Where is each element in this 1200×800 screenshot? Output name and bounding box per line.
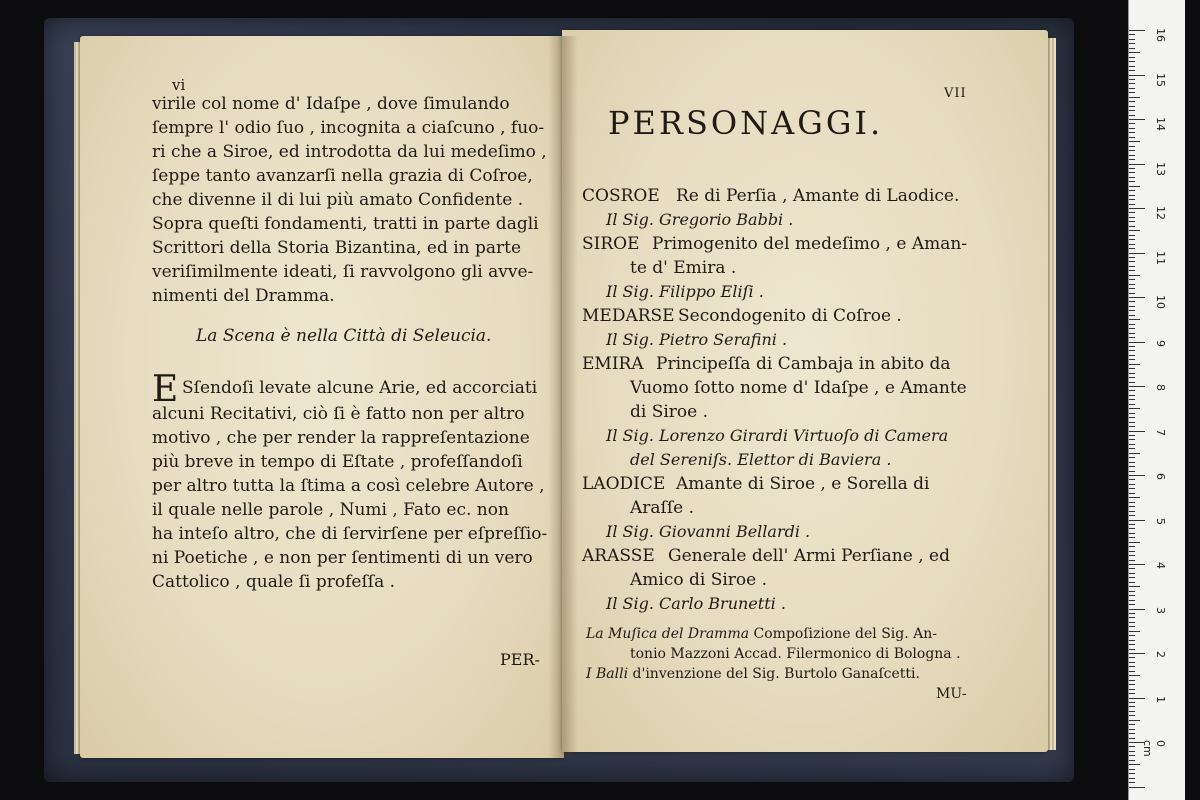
ruler-tick [1129, 346, 1135, 347]
character-name: SIROE [582, 234, 640, 254]
ruler-tick [1129, 293, 1135, 294]
character-desc: te d' Emira . [630, 258, 737, 278]
character-desc: Principeſſa di Cambaja in abito da [656, 354, 951, 374]
ruler-tick [1129, 306, 1135, 307]
ruler-tick [1129, 75, 1145, 76]
ruler-tick [1129, 146, 1135, 147]
ruler-tick [1129, 787, 1145, 788]
ruler-number: 6 [1154, 473, 1167, 480]
ruler-tick [1129, 444, 1135, 445]
character-desc: Amico di Siroe . [630, 570, 768, 590]
text-line: Sſendoſi levate alcune Arie, ed accorciati [182, 378, 538, 398]
ruler-tick [1129, 528, 1135, 529]
ruler-tick [1129, 119, 1145, 120]
ruler-tick [1129, 221, 1135, 222]
ruler-tick [1129, 760, 1135, 761]
ruler-tick [1129, 413, 1135, 414]
musica-credit [586, 626, 937, 642]
ruler-tick [1129, 266, 1135, 267]
character-desc: Araſſe . [630, 498, 694, 518]
character-desc: Amante di Siroe , e Sorella di [676, 474, 930, 494]
text-line: più breve in tempo di Eſtate , profeſſandoſi [152, 452, 523, 472]
ruler-tick [1129, 310, 1135, 311]
ruler-tick [1129, 524, 1135, 525]
ruler-tick [1129, 328, 1135, 329]
ruler-tick [1129, 462, 1135, 463]
ruler-tick [1129, 128, 1135, 129]
measurement-ruler [1128, 0, 1185, 800]
text-line: ri che a Siroe, ed introdotta da lui medeſimo , [152, 142, 547, 162]
ruler-tick [1129, 506, 1135, 507]
ruler-tick [1129, 631, 1140, 632]
character-name: EMIRA [582, 354, 644, 374]
ruler-tick [1129, 355, 1135, 356]
right-page [562, 30, 1048, 752]
ruler-tick [1129, 551, 1135, 552]
ruler-tick [1129, 764, 1140, 765]
text-line: virile col nome d' Idaſpe , dove ſimulando [152, 94, 510, 114]
ruler-tick [1129, 511, 1135, 512]
ruler-tick [1129, 235, 1135, 236]
text-line: Cattolico , quale ſi profeſſa . [152, 572, 396, 592]
ruler-tick [1129, 155, 1135, 156]
ruler-tick [1129, 190, 1135, 191]
ruler-tick [1129, 746, 1135, 747]
ruler-tick [1129, 706, 1135, 707]
ruler-tick [1129, 168, 1135, 169]
actor-line: Il Sig. Gregorio Babbi . [606, 210, 794, 229]
ruler-tick [1129, 546, 1135, 547]
text-line: Scrittori della Storia Bizantina, ed in parte [152, 238, 522, 258]
musica-text-2: tonio Mazzoni Accad. Filermonico di Bologna . [630, 646, 961, 662]
ruler-tick [1129, 217, 1135, 218]
ruler-tick [1129, 30, 1145, 31]
ruler-tick [1129, 693, 1135, 694]
ruler-tick [1129, 426, 1135, 427]
ruler-tick [1129, 364, 1140, 365]
ruler-tick [1129, 560, 1135, 561]
ruler-tick [1129, 555, 1135, 556]
drop-cap: E [152, 369, 179, 410]
ruler-number: 8 [1154, 384, 1167, 391]
ruler-tick [1129, 417, 1135, 418]
ruler-tick [1129, 257, 1135, 258]
ruler-tick [1129, 702, 1135, 703]
ruler-tick [1129, 755, 1135, 756]
ruler-number: 0 cm [1141, 740, 1167, 757]
ruler-tick [1129, 479, 1135, 480]
text-line: veriſimilmente ideati, ſi ravvolgono gli avve- [152, 262, 534, 282]
ruler-tick [1129, 475, 1145, 476]
character-name: ARASSE [582, 546, 655, 566]
musica-label: La Muſica del Dramma [586, 626, 750, 642]
character-name: MEDARSE [582, 306, 675, 326]
ruler-tick [1129, 635, 1135, 636]
ruler-tick [1129, 324, 1135, 325]
balli-text: d'invenzione del Sig. Burtolo Ganaſcetti. [632, 666, 920, 682]
ruler-tick [1129, 782, 1135, 783]
ruler-number: 15 [1154, 72, 1167, 87]
ruler-tick [1129, 52, 1140, 53]
ruler-tick [1129, 649, 1135, 650]
ruler-tick [1129, 195, 1135, 196]
character-desc: Vuomo ſotto nome d' Idaſpe , e Amante [630, 378, 967, 398]
ruler-tick [1129, 502, 1135, 503]
ruler-tick [1129, 666, 1135, 667]
ruler-tick [1129, 199, 1135, 200]
ruler-tick [1129, 729, 1135, 730]
ruler-tick [1129, 301, 1135, 302]
ruler-tick [1129, 751, 1135, 752]
actor-line: del Sereniſs. Elettor di Baviera . [630, 450, 892, 469]
ruler-tick [1129, 484, 1135, 485]
ruler-tick [1129, 390, 1135, 391]
ruler-tick [1129, 671, 1135, 672]
text-line: il quale nelle parole , Numi , Fato ec. non [152, 500, 509, 520]
ruler-tick [1129, 248, 1135, 249]
page-number-right: VII [944, 86, 967, 101]
ruler-tick [1129, 253, 1145, 254]
text-line: alcuni Recitativi, ciò ſi è fatto non per altro [152, 404, 525, 424]
ruler-tick [1129, 622, 1135, 623]
ruler-tick [1129, 172, 1135, 173]
ruler-number: 1 [1154, 695, 1167, 703]
ruler-tick [1129, 564, 1145, 565]
text-line: ſempre l' odio ſuo , incognita a ciaſcuno , fuo- [152, 118, 545, 138]
ruler-tick [1129, 319, 1140, 320]
ruler-tick [1129, 261, 1135, 262]
ruler-tick [1129, 88, 1135, 89]
ruler-tick [1129, 617, 1135, 618]
ruler-tick [1129, 337, 1135, 338]
ruler-tick [1129, 453, 1140, 454]
ruler-tick [1129, 115, 1135, 116]
ruler-tick [1129, 399, 1135, 400]
ruler-tick [1129, 431, 1145, 432]
ruler-tick [1129, 159, 1135, 160]
ruler-tick [1129, 493, 1135, 494]
ruler-tick [1129, 34, 1135, 35]
ruler-number: 11 [1154, 250, 1167, 265]
ruler-tick [1129, 675, 1140, 676]
ruler-tick [1129, 662, 1135, 663]
ruler-tick [1129, 70, 1135, 71]
character-desc: Re di Perſia , Amante di Laodice. [676, 186, 960, 206]
ruler-number: 10 [1154, 295, 1167, 309]
ruler-tick [1129, 577, 1135, 578]
ruler-tick [1129, 600, 1135, 601]
ruler-tick [1129, 609, 1145, 610]
ruler-tick [1129, 315, 1135, 316]
ruler-tick [1129, 359, 1135, 360]
ruler-tick [1129, 720, 1140, 721]
ruler-tick [1129, 43, 1135, 44]
ruler-tick [1129, 435, 1135, 436]
ruler-tick [1129, 404, 1135, 405]
ruler-tick [1129, 591, 1135, 592]
ruler-number: 7 [1154, 428, 1167, 436]
ruler-tick [1129, 333, 1135, 334]
ruler-tick [1129, 537, 1135, 538]
ruler-tick [1129, 164, 1145, 165]
ruler-tick [1129, 497, 1140, 498]
ruler-tick [1129, 644, 1135, 645]
page-number-left: vi [172, 76, 186, 94]
character-desc: di Siroe . [630, 402, 709, 422]
ruler-tick [1129, 715, 1135, 716]
ruler-tick [1129, 738, 1135, 739]
left-page [80, 36, 564, 758]
scene-line: La Scena è nella Città di Seleucia. [196, 326, 492, 346]
ruler-tick [1129, 653, 1145, 654]
ruler-tick [1129, 150, 1135, 151]
ruler-tick [1129, 377, 1135, 378]
ruler-tick [1129, 542, 1140, 543]
ruler-tick [1129, 595, 1135, 596]
ruler-tick [1129, 39, 1135, 40]
actor-line: Il Sig. Giovanni Bellardi . [606, 522, 811, 541]
ruler-tick [1129, 515, 1135, 516]
ruler-tick [1129, 422, 1135, 423]
ruler-tick [1129, 244, 1135, 245]
ruler-tick [1129, 466, 1135, 467]
text-line: ni Poetiche , e non per ſentimenti di un vero [152, 548, 533, 568]
ruler-number: 16 [1154, 28, 1167, 42]
character-desc: Primogenito del medeſimo , e Aman- [652, 234, 968, 254]
ruler-tick [1129, 57, 1135, 58]
ruler-tick [1129, 684, 1135, 685]
ruler-tick [1129, 680, 1135, 681]
ruler-tick [1129, 288, 1135, 289]
ruler-tick [1129, 471, 1135, 472]
ruler-tick [1129, 61, 1135, 62]
text-line: motivo , che per render la rappreſentazione [152, 428, 530, 448]
ruler-tick [1129, 373, 1135, 374]
ruler-tick [1129, 533, 1135, 534]
ruler-tick [1129, 79, 1135, 80]
ruler-tick [1129, 439, 1135, 440]
book-gutter [548, 36, 578, 758]
ruler-tick [1129, 230, 1140, 231]
ruler-number: 9 [1154, 339, 1167, 347]
ruler-tick [1129, 137, 1135, 138]
text-line: ſeppe tanto avanzarſi nella grazia di Coſroe, [152, 166, 533, 186]
ruler-tick [1129, 92, 1135, 93]
actor-line: Il Sig. Pietro Serafini . [606, 330, 788, 349]
ruler-tick [1129, 275, 1140, 276]
page-title: PERSONAGGI. [608, 104, 884, 142]
ruler-tick [1129, 657, 1135, 658]
ruler-tick [1129, 186, 1140, 187]
character-name: LAODICE [582, 474, 666, 494]
ruler-tick [1129, 778, 1135, 779]
ruler-tick [1129, 689, 1135, 690]
ruler-tick [1129, 181, 1135, 182]
ruler-tick [1129, 110, 1135, 111]
ruler-tick [1129, 226, 1135, 227]
ruler-tick [1129, 448, 1135, 449]
ruler-tick [1129, 733, 1135, 734]
ruler-tick [1129, 101, 1135, 102]
ruler-tick [1129, 626, 1135, 627]
ruler-number: 5 [1154, 517, 1167, 525]
ruler-tick [1129, 582, 1135, 583]
ruler-tick [1129, 586, 1140, 587]
balli-credit [586, 666, 920, 682]
ruler-tick [1129, 368, 1135, 369]
musica-text: Compoſizione del Sig. An- [753, 626, 937, 642]
ruler-tick [1129, 106, 1135, 107]
ruler-tick [1129, 239, 1135, 240]
character-name: COSROE [582, 186, 660, 206]
ruler-tick [1129, 573, 1135, 574]
ruler-tick [1129, 284, 1135, 285]
ruler-tick [1129, 568, 1135, 569]
actor-line: Il Sig. Carlo Brunetti . [606, 594, 786, 613]
text-line: che divenne il di lui più amato Confidente . [152, 190, 524, 210]
ruler-tick [1129, 698, 1145, 699]
balli-label: I Balli [586, 666, 629, 682]
ruler-tick [1129, 270, 1135, 271]
ruler-tick [1129, 132, 1135, 133]
catchword-right: MU- [936, 686, 967, 702]
ruler-tick [1129, 204, 1135, 205]
actor-line: Il Sig. Lorenzo Girardi Virtuoſo di Camera [606, 426, 949, 445]
text-line: ha inteſo altro, che di ſervirſene per eſpreſſio- [152, 524, 548, 544]
ruler-tick [1129, 83, 1135, 84]
ruler-number: 4 [1154, 562, 1167, 569]
ruler-tick [1129, 613, 1135, 614]
actor-line: Il Sig. Filippo Eliſi . [606, 282, 764, 301]
ruler-number: 13 [1154, 161, 1167, 176]
ruler-number: 2 [1154, 651, 1167, 658]
text-line: Sopra queſti fondamenti, tratti in parte dagli [152, 214, 539, 234]
ruler-tick [1129, 97, 1140, 98]
text-line: nimenti del Dramma. [152, 286, 335, 306]
ruler-tick [1129, 711, 1135, 712]
ruler-tick [1129, 350, 1135, 351]
ruler-tick [1129, 488, 1135, 489]
ruler-tick [1129, 773, 1135, 774]
character-desc: Secondogenito di Coſroe . [678, 306, 902, 326]
ruler-tick [1129, 212, 1135, 213]
ruler-tick [1129, 520, 1145, 521]
ruler-tick [1129, 297, 1145, 298]
ruler-tick [1129, 640, 1135, 641]
ruler-tick [1129, 382, 1135, 383]
character-desc: Generale dell' Armi Perſiane , ed [668, 546, 950, 566]
ruler-tick [1129, 386, 1145, 387]
text-line: per altro tutta la ſtima a così celebre Autore , [152, 476, 545, 496]
ruler-number: 14 [1154, 117, 1167, 131]
ruler-tick [1129, 141, 1140, 142]
catchword-left: PER- [500, 650, 540, 669]
ruler-tick [1129, 724, 1135, 725]
ruler-tick [1129, 408, 1140, 409]
ruler-tick [1129, 457, 1135, 458]
ruler-tick [1129, 177, 1135, 178]
ruler-tick [1129, 66, 1135, 67]
ruler-tick [1129, 123, 1135, 124]
ruler-number: 12 [1154, 206, 1167, 220]
ruler-tick [1129, 395, 1135, 396]
ruler-tick [1129, 279, 1135, 280]
ruler-tick [1129, 342, 1145, 343]
ruler-tick [1129, 48, 1135, 49]
ruler-tick [1129, 769, 1135, 770]
ruler-tick [1129, 604, 1135, 605]
ruler-number: 3 [1154, 606, 1167, 614]
ruler-tick [1129, 208, 1145, 209]
